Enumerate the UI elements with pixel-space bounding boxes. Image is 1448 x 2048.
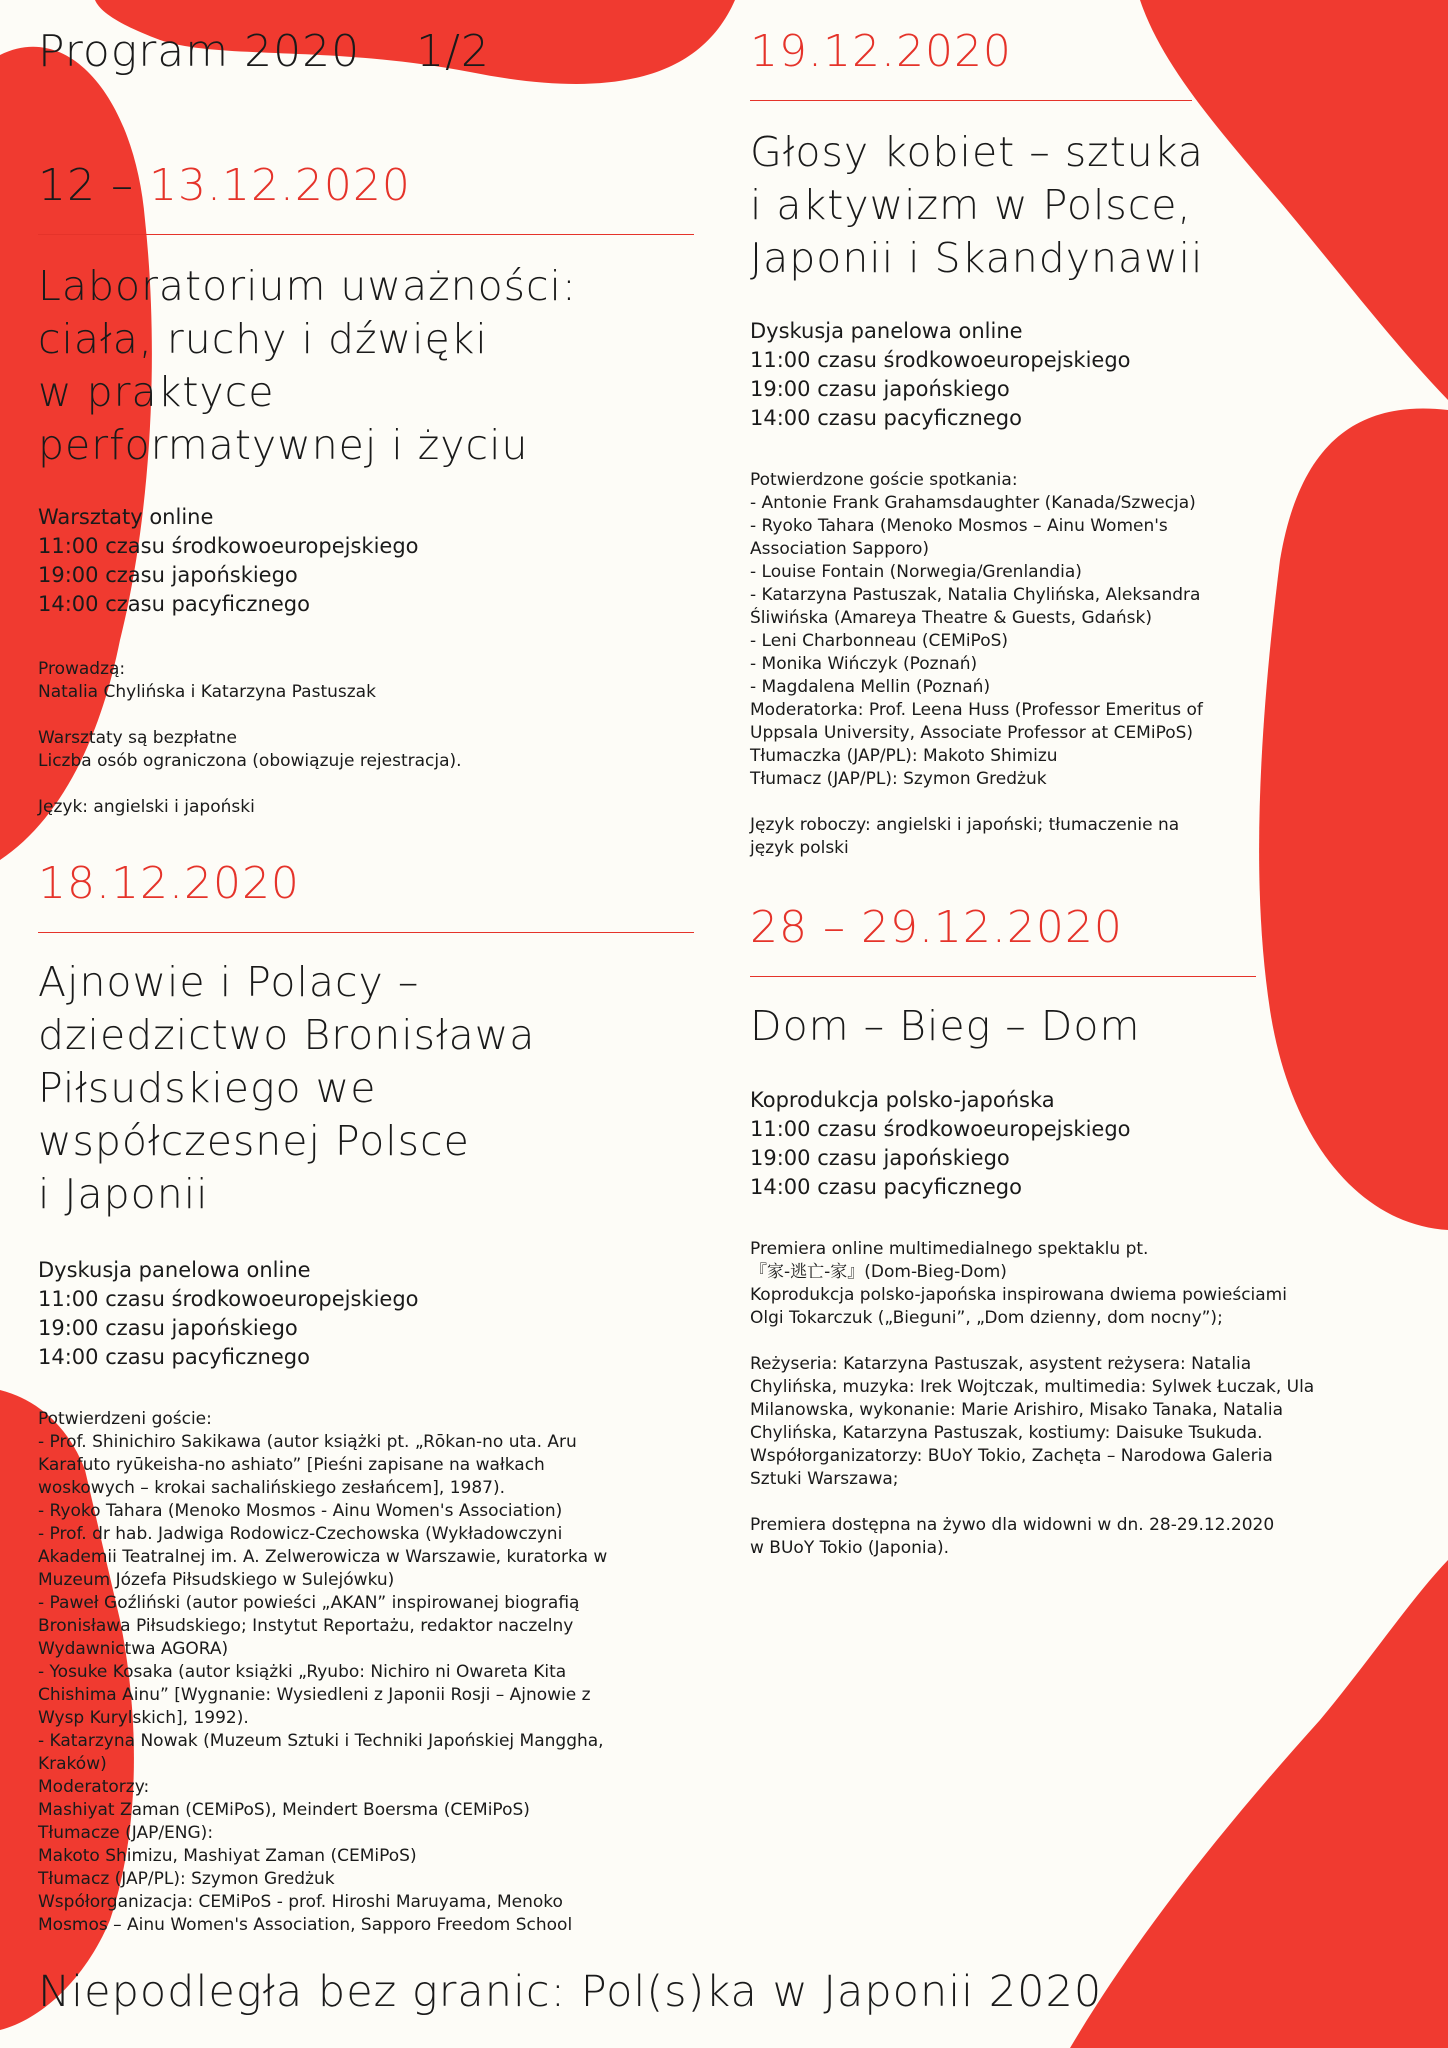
event1-limited: Liczba osób ograniczona (obowiązuje rejestracja). xyxy=(38,751,462,771)
event2-detail-line: Bronisława Piłsudskiego; Instytut Reportażu, redaktor naczelny xyxy=(38,1616,574,1636)
event1-details xyxy=(38,658,462,819)
event4-divider xyxy=(750,976,1256,977)
event2-title-line: dziedzictwo Bronisława xyxy=(38,1011,536,1059)
event1-time-cet: 11:00 czasu środkowoeuropejskiego xyxy=(38,534,419,558)
event1-date-start: 12 – xyxy=(38,160,149,211)
event1-time-pst: 14:00 czasu pacyficznego xyxy=(38,592,310,616)
program-title: Program 2020 xyxy=(38,26,361,77)
event3-language-line: Język roboczy: angielski i japoński; tłumaczenie na xyxy=(750,815,1180,835)
event4-time-cet: 11:00 czasu środkowoeuropejskiego xyxy=(750,1117,1131,1141)
event2-detail-line: Mashiyat Zaman (CEMiPoS), Meindert Boersma (CEMiPoS) xyxy=(38,1800,530,1820)
event2-detail-line: Muzeum Józefa Piłsudskiego w Sulejówku) xyxy=(38,1570,395,1590)
event3-language-line: język polski xyxy=(750,838,849,858)
event2-detail-line: - Katarzyna Nowak (Muzeum Sztuki i Techniki Japońskiej Manggha, xyxy=(38,1731,604,1751)
event1-time-jst: 19:00 czasu japońskiego xyxy=(38,563,298,587)
event3-time-jst: 19:00 czasu japońskiego xyxy=(750,377,1010,401)
event1-hosts: Natalia Chylińska i Katarzyna Pastuszak xyxy=(38,682,376,702)
event3-title xyxy=(750,126,1204,285)
event1-title-line: Laboratorium uważności: xyxy=(38,262,577,310)
page-indicator: 1/2 xyxy=(416,26,490,77)
event3-detail-line: Tłumacz (JAP/PL): Szymon Gredżuk xyxy=(750,769,1047,789)
event2-detail-line: - Paweł Goźliński (autor powieści „AKAN” inspirowanej biografią xyxy=(38,1593,580,1613)
event2-divider xyxy=(38,932,694,933)
event2-title xyxy=(38,956,535,1221)
event2-detail-line: Makoto Shimizu, Mashiyat Zaman (CEMiPoS) xyxy=(38,1846,417,1866)
event1-free: Warsztaty są bezpłatne xyxy=(38,728,237,748)
event4-credits-line: Milanowska, wykonanie: Marie Arishiro, Misako Tanaka, Natalia xyxy=(750,1400,1284,1420)
event1-title-line: performatywnej i życiu xyxy=(38,421,529,469)
event2-title-line: Ajnowie i Polacy – xyxy=(38,958,420,1006)
event1-hosts-label: Prowadzą: xyxy=(38,659,126,679)
event2-detail-line: - Prof. Shinichiro Sakikawa (autor książki pt. „Rōkan-no uta. Aru xyxy=(38,1432,577,1452)
event3-detail-line: Moderatorka: Prof. Leena Huss (Professor Emeritus of xyxy=(750,700,1203,720)
event3-date: 19.12.2020 xyxy=(750,26,1012,77)
event3-detail-line: Śliwińska (Amareya Theatre & Guests, Gdańsk) xyxy=(750,608,1152,628)
event4-info xyxy=(750,1086,1131,1202)
event3-detail-line: - Monika Wińczyk (Poznań) xyxy=(750,654,978,674)
event3-detail-line: Tłumaczka (JAP/PL): Makoto Shimizu xyxy=(750,746,1058,766)
event2-info xyxy=(38,1256,419,1372)
event3-detail-line: - Antonie Frank Grahamsdaughter (Kanada/Szwecja) xyxy=(750,493,1196,513)
event4-credits-line: Chylińska, Katarzyna Pastuszak, kostiumy: Daisuke Tsukuda. xyxy=(750,1423,1263,1443)
event3-title-line: Japonii i Skandynawii xyxy=(750,234,1204,282)
event2-detail-line: Karafuto ryūkeisha-no ashiato” [Pieśni zapisane na wałkach xyxy=(38,1455,545,1475)
event2-detail-line: Tłumacz (JAP/PL): Szymon Gredżuk xyxy=(38,1869,335,1889)
event2-detail-line: Współorganizacja: CEMiPoS - prof. Hiroshi Maruyama, Menoko xyxy=(38,1892,563,1912)
event3-detail-line: Potwierdzone goście spotkania: xyxy=(750,470,1018,490)
event2-detail-line: Wydawnictwa AGORA) xyxy=(38,1639,229,1659)
event3-details xyxy=(750,469,1203,860)
event2-detail-line: Potwierdzeni goście: xyxy=(38,1409,212,1429)
event2-detail-line: Mosmos – Ainu Women's Association, Sapporo Freedom School xyxy=(38,1915,573,1935)
event4-premiere-line: Premiera online multimedialnego spektaklu pt. xyxy=(750,1239,1149,1259)
event2-time-pst: 14:00 czasu pacyficznego xyxy=(38,1345,310,1369)
event3-detail-line: - Katarzyna Pastuszak, Natalia Chylińska, Aleksandra xyxy=(750,585,1201,605)
event4-format: Koprodukcja polsko-japońska xyxy=(750,1088,1055,1112)
event3-title-line: Głosy kobiet – sztuka xyxy=(750,128,1204,176)
event2-detail-line: - Ryoko Tahara (Menoko Mosmos - Ainu Women's Association) xyxy=(38,1501,563,1521)
event1-info xyxy=(38,503,419,619)
event1-date xyxy=(38,160,411,212)
event4-premiere-line: 『家-逃亡-家』(Dom-Bieg-Dom) xyxy=(750,1262,1007,1282)
event2-title-line: współczesnej Polsce xyxy=(38,1117,470,1165)
event4-live-line: Premiera dostępna na żywo dla widowni w dn. 28-29.12.2020 xyxy=(750,1515,1275,1535)
event2-detail-line: - Prof. dr hab. Jadwiga Rodowicz-Czechowska (Wykładowczyni xyxy=(38,1524,563,1544)
event1-format: Warsztaty online xyxy=(38,505,214,529)
event4-credits-line: Chylińska, muzyka: Irek Wojtczak, multimedia: Sylwek Łuczak, Ula xyxy=(750,1377,1315,1397)
event3-time-cet: 11:00 czasu środkowoeuropejskiego xyxy=(750,348,1131,372)
event1-title-line: w praktyce xyxy=(38,368,275,416)
event1-title xyxy=(38,260,577,472)
event3-detail-line: - Louise Fontain (Norwegia/Grenlandia) xyxy=(750,562,1082,582)
footer-title: Niepodległa bez granic: Pol(s)ka w Japonii 2020 xyxy=(38,1967,1103,2017)
event4-credits-line: Sztuki Warszawa; xyxy=(750,1469,899,1489)
event2-format: Dyskusja panelowa online xyxy=(38,1258,311,1282)
program-header xyxy=(38,26,490,78)
event1-date-end: 13.12.2020 xyxy=(148,160,411,211)
event3-format: Dyskusja panelowa online xyxy=(750,319,1023,343)
event4-credits-line: Reżyseria: Katarzyna Pastuszak, asystent reżysera: Natalia xyxy=(750,1354,1252,1374)
event2-detail-line: woskowych – krokai sachalińskiego zesłańcem], 1987). xyxy=(38,1478,506,1498)
event1-language: Język: angielski i japoński xyxy=(38,797,255,817)
event3-detail-line: - Magdalena Mellin (Poznań) xyxy=(750,677,991,697)
event3-detail-line: - Ryoko Tahara (Menoko Mosmos – Ainu Women's xyxy=(750,516,1168,536)
event3-divider xyxy=(750,100,1192,101)
event3-title-line: i aktywizm w Polsce, xyxy=(750,181,1192,229)
event4-date: 28 – 29.12.2020 xyxy=(750,902,1123,953)
event1-title-line: ciała, ruchy i dźwięki xyxy=(38,315,488,363)
event2-detail-line: Kraków) xyxy=(38,1754,107,1774)
event2-detail-line: Moderatorzy: xyxy=(38,1777,150,1797)
event2-time-jst: 19:00 czasu japońskiego xyxy=(38,1316,298,1340)
event4-live-line: w BUoY Tokio (Japonia). xyxy=(750,1538,950,1558)
event4-time-pst: 14:00 czasu pacyficznego xyxy=(750,1175,1022,1199)
event4-time-jst: 19:00 czasu japońskiego xyxy=(750,1146,1010,1170)
event3-detail-line: Uppsala University, Associate Professor at CEMiPoS) xyxy=(750,723,1194,743)
event2-details xyxy=(38,1408,607,1937)
event2-title-line: Piłsudskiego we xyxy=(38,1064,377,1112)
event1-divider xyxy=(38,234,694,235)
event2-detail-line: Akademii Teatralnej im. A. Zelwerowicza w Warszawie, kuratorka w xyxy=(38,1547,608,1567)
event2-title-line: i Japonii xyxy=(38,1170,209,1218)
event2-detail-line: - Yosuke Kosaka (autor książki „Ryubo: Nichiro ni Owareta Kita xyxy=(38,1662,567,1682)
event4-premiere-line: Koprodukcja polsko-japońska inspirowana dwiema powieściami xyxy=(750,1285,1287,1305)
event2-detail-line: Wysp Kurylskich], 1992). xyxy=(38,1708,249,1728)
event2-date: 18.12.2020 xyxy=(38,858,300,909)
event4-premiere-line: Olgi Tokarczuk („Bieguni”, „Dom dzienny, dom nocny”); xyxy=(750,1308,1223,1328)
event2-time-cet: 11:00 czasu środkowoeuropejskiego xyxy=(38,1287,419,1311)
event4-title: Dom – Bieg – Dom xyxy=(750,1002,1141,1050)
event3-detail-line: Association Sapporo) xyxy=(750,539,930,559)
event3-time-pst: 14:00 czasu pacyficznego xyxy=(750,406,1022,430)
event3-detail-line: - Leni Charbonneau (CEMiPoS) xyxy=(750,631,1009,651)
event2-detail-line: Tłumacze (JAP/ENG): xyxy=(38,1823,214,1843)
event4-credits-line: Współorganizatorzy: BUoY Tokio, Zachęta – Narodowa Galeria xyxy=(750,1446,1273,1466)
event4-details xyxy=(750,1238,1314,1560)
event3-info xyxy=(750,317,1131,433)
event2-detail-line: Chishima Ainu” [Wygnanie: Wysiedleni z Japonii Rosji – Ajnowie z xyxy=(38,1685,591,1705)
